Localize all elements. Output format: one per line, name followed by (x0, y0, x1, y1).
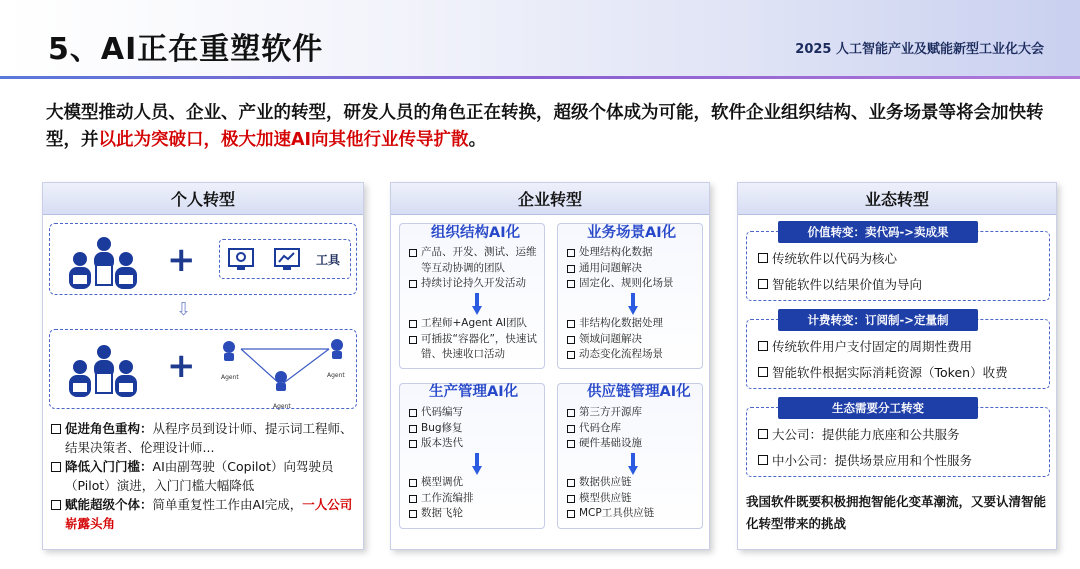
header-divider (0, 76, 1080, 79)
list-item: 固定化、规则化场景 (567, 276, 699, 292)
list-item: 传统软件用户支付固定的周期性费用 (758, 337, 972, 355)
list-item: MCP工具供应链 (567, 506, 699, 522)
down-arrow-icon (472, 453, 482, 475)
org-structure-bottom-list (409, 316, 541, 363)
list-item: 工作流编排 (409, 491, 541, 507)
supply-chain-title: 供应链管理AI化 (587, 384, 691, 400)
industry-heading: 业态转型 (738, 183, 1056, 215)
production-mgmt-bottom-list (409, 475, 541, 522)
list-item: 模型调优 (409, 475, 541, 491)
down-arrow-icon (628, 293, 638, 315)
list-item: 智能软件根据实际消耗资源（Token）收费 (758, 363, 1008, 381)
bullet-role: 促进角色重构：从程序员到设计师、提示词工程师、结果决策者、伦理设计师... (51, 419, 357, 457)
enterprise-transform-panel (390, 182, 710, 550)
chart-monitor-icon (273, 245, 301, 273)
lead-text: 大模型推动人员、企业、产业的转型，研发人员的角色正在转换，超级个体成为可能，软件企业组织结构、业务场景等将会加快转型，并 (46, 103, 1044, 150)
down-arrow-icon: ⇩ (176, 299, 192, 320)
list-item: 第三方开源库 (567, 405, 699, 421)
business-scene-title: 业务场景AI化 (587, 225, 677, 241)
list-item: 传统软件以代码为核心 (758, 249, 897, 267)
list-item: 版本迭代 (409, 436, 541, 452)
production-mgmt-title: 生产管理AI化 (429, 384, 519, 400)
list-item: 代码仓库 (567, 421, 699, 437)
value-shift-pill: 价值转变：卖代码->卖成果 (778, 221, 978, 243)
plus-icon-2: + (167, 346, 196, 386)
list-item: 代码编写 (409, 405, 541, 421)
personal-heading: 个人转型 (43, 183, 363, 215)
lead-highlight: 以此为突破口，极大加速AI向其他行业传导扩散 (98, 130, 469, 150)
personal-transform-panel (42, 182, 364, 550)
list-item: 持续讨论持久开发活动 (409, 276, 541, 292)
business-scene-bottom-list (567, 316, 699, 363)
agent-label-2: Agent (327, 372, 345, 379)
org-structure-title: 组织结构AI化 (431, 225, 521, 241)
tool-label: 工具 (316, 253, 341, 267)
list-item: Bug修复 (409, 421, 541, 437)
enterprise-heading: 企业转型 (391, 183, 709, 215)
list-item: 处理结构化数据 (567, 245, 699, 261)
people-icon (65, 343, 143, 399)
people-icon-group (65, 235, 143, 291)
industry-transform-panel (737, 182, 1057, 550)
list-item: 工程师+Agent AI团队 (409, 316, 541, 332)
list-item: 非结构化数据处理 (567, 316, 699, 332)
down-arrow-icon (628, 453, 638, 475)
list-item: 数据飞轮 (409, 506, 541, 522)
people-icon-group-2 (65, 343, 143, 399)
business-scene-top-list (567, 245, 699, 292)
conference-name: 2025 人工智能产业及赋能新型工业化大会 (795, 42, 1044, 57)
billing-shift-pill: 计费转变：订阅制->定量制 (778, 309, 978, 331)
supply-chain-top-list (567, 405, 699, 452)
bullet-super-individual: 赋能超级个体：简单重复性工作由AI完成，一人公司崭露头角 (51, 495, 357, 533)
list-item: 数据供应链 (567, 475, 699, 491)
list-item: 中小公司：提供场景应用和个性服务 (758, 451, 972, 469)
settings-monitor-icon (227, 245, 255, 273)
down-arrow-icon (472, 293, 482, 315)
list-item: 模型供应链 (567, 491, 699, 507)
production-mgmt-top-list (409, 405, 541, 452)
list-item: 通用问题解决 (567, 261, 699, 277)
list-item: 硬件基础设施 (567, 436, 699, 452)
list-item: 动态变化流程场景 (567, 347, 699, 363)
list-item: 智能软件以结果价值为导向 (758, 275, 922, 293)
ecosystem-shift-pill: 生态需要分工转变 (778, 397, 978, 419)
agent-label-1: Agent (221, 374, 239, 381)
org-structure-top-list (409, 245, 541, 292)
supply-chain-bottom-list (567, 475, 699, 522)
list-item: 领域问题解决 (567, 332, 699, 348)
list-item: 产品、开发、测试、运维等互动协调的团队 (409, 245, 541, 276)
personal-bullets (51, 419, 357, 533)
people-icon (65, 235, 143, 291)
agent-label-3: Agent (273, 403, 291, 410)
lead-paragraph (46, 100, 1046, 154)
plus-icon: + (167, 240, 196, 280)
list-item: 大公司：提供能力底座和公共服务 (758, 425, 960, 443)
list-item: 可插拔“容器化”，快速试错、快速收口活动 (409, 332, 541, 363)
lead-end: 。 (468, 130, 487, 150)
industry-conclusion: 我国软件既要积极拥抱智能化变革潮流，又要认清智能化转型带来的挑战 (746, 494, 1047, 531)
bullet-threshold: 降低入门门槛：AI由副驾驶（Copilot）向驾驶员（Pilot）演进，入门门槛大幅降低 (51, 457, 357, 495)
slide-title: 5、AI正在重塑软件 (48, 32, 324, 67)
